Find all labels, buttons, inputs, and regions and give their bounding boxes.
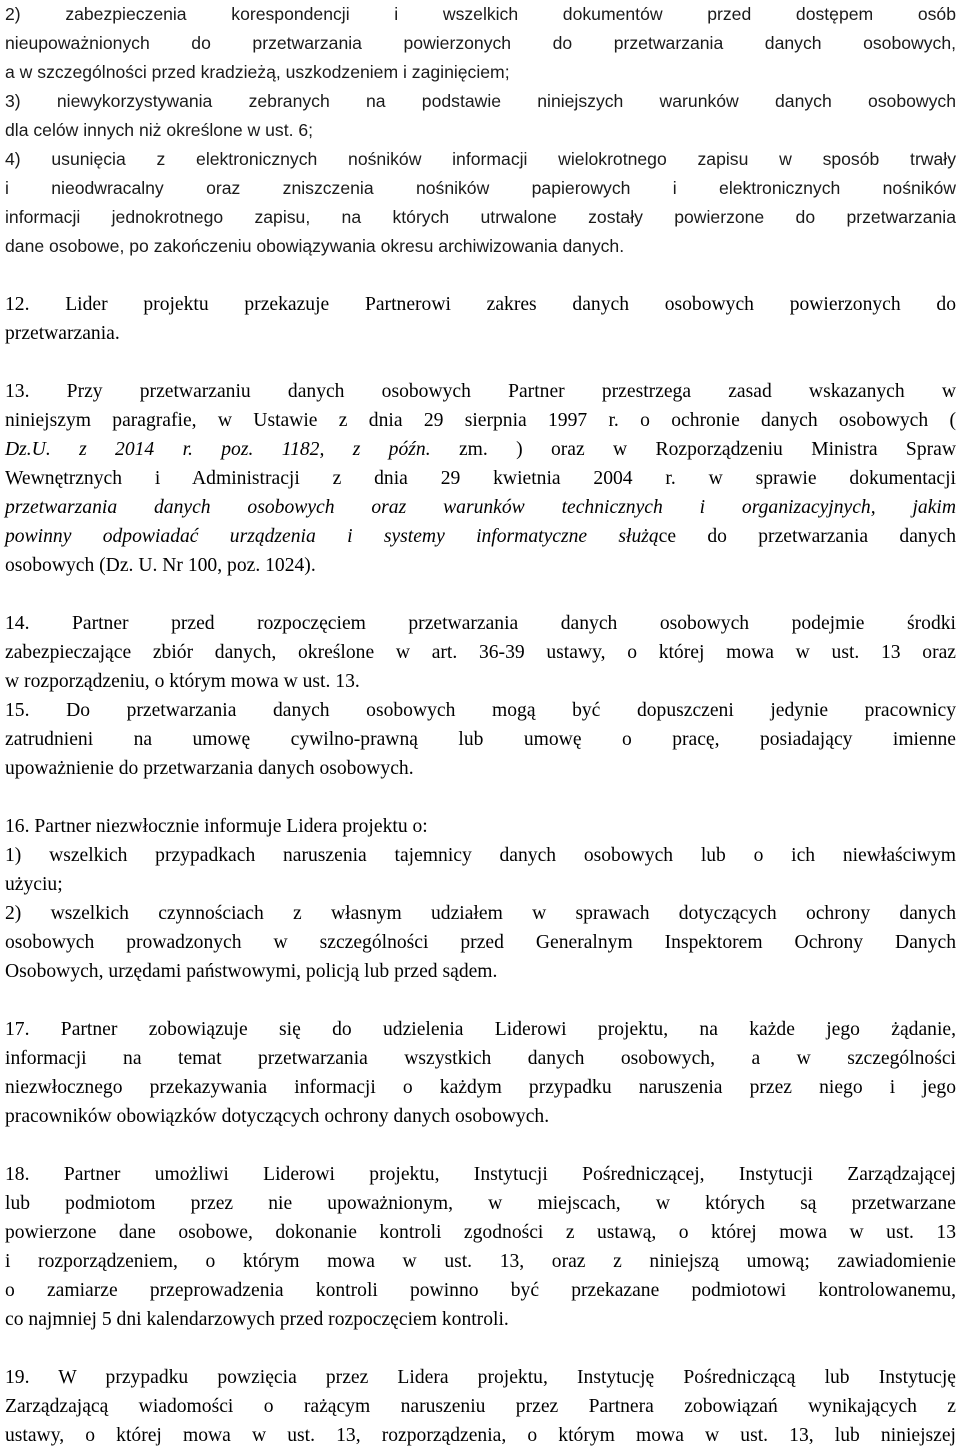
text-line: osobowych (Dz. U. Nr 100, poz. 1024). xyxy=(5,555,316,576)
text-line: informacji jednokrotnego zapisu, na których utrwalone zostały powierzone do przetwarzania xyxy=(5,207,956,227)
text-line xyxy=(5,435,956,464)
text-line: pracowników obowiązków dotyczących ochrony danych osobowych. xyxy=(5,1106,550,1127)
text-fragment: ce do przetwarzania danych xyxy=(658,526,957,547)
text-line: Wewnętrznych i Administracji z dnia 29 kwietnia 2004 r. w sprawie dokumentacji xyxy=(5,468,956,489)
text-line: a w szczególności przed kradzieżą, uszkodzeniem i zaginięciem; xyxy=(5,62,510,82)
text-line xyxy=(5,522,956,551)
paragraph-16 xyxy=(5,812,956,986)
paragraph-14 xyxy=(5,609,956,696)
text-line: Zarządzającą wiadomości o rażącym naruszeniu przez Partnera zobowiązań wynikających z xyxy=(5,1396,956,1417)
text-line: 12. Lider projektu przekazuje Partnerowi zakres danych osobowych powierzonych do xyxy=(5,294,956,315)
text-line: w rozporządzeniu, o którym mowa w ust. 13. xyxy=(5,671,360,692)
text-line: 4) usunięcia z elektronicznych nośników informacji wielokrotnego zapisu w sposób trwały xyxy=(5,149,956,169)
paragraph-12 xyxy=(5,290,956,348)
text-line: o zamiarze przeprowadzenia kontroli powinno być przekazane podmiotowi kontrolowanemu, xyxy=(5,1280,956,1301)
title-italic: powinny odpowiadać urządzenia i systemy informatyczne służą xyxy=(5,526,659,547)
paragraph-15 xyxy=(5,696,956,783)
text-line: osobowych prowadzonych w szczególności przed Generalnym Inspektorem Ochrony Danych xyxy=(5,932,956,953)
text-line: Osobowych, urzędami państwowymi, policją lub przed sądem. xyxy=(5,961,498,982)
text-line: 1) wszelkich przypadkach naruszenia tajemnicy danych osobowych lub o ich niewłaściwym xyxy=(5,845,956,866)
paragraph-13 xyxy=(5,377,956,580)
text-line: niezwłocznego przekazywania informacji o każdym przypadku naruszenia przez niego i jego xyxy=(5,1077,956,1098)
text-line: 19. W przypadku powzięcia przez Lidera projektu, Instytucję Pośredniczącą lub Instytucję xyxy=(5,1367,956,1388)
text-line: 3) niewykorzystywania zebranych na podstawie niniejszych warunków danych osobowych xyxy=(5,91,956,111)
text-line: przetwarzania. xyxy=(5,323,120,344)
text-line: i nieodwracalny oraz zniszczenia nośników papierowych i elektronicznych nośników xyxy=(5,178,956,198)
text-line: zatrudnieni na umowę cywilno-prawną lub umowę o pracę, posiadający imienne xyxy=(5,729,956,750)
text-line: użyciu; xyxy=(5,874,63,895)
text-line: zabezpieczające zbiór danych, określone w art. 36-39 ustawy, o której mowa w ust. 13 oraz xyxy=(5,642,956,663)
text-line: ustawy, o której mowa w ust. 13, rozporządzenia, o którym mowa w ust. 13, lub niniejszej xyxy=(5,1425,956,1446)
title-italic: przetwarzania danych osobowych oraz warunków technicznych i organizacyjnych, jakim xyxy=(5,497,956,518)
text-line: 14. Partner przed rozpoczęciem przetwarzania danych osobowych podejmie środki xyxy=(5,613,956,634)
document-page xyxy=(5,0,956,1450)
text-line: 15. Do przetwarzania danych osobowych mogą być dopuszczeni jedynie pracownicy xyxy=(5,700,956,721)
text-line: 17. Partner zobowiązuje się do udzielenia Liderowi projektu, na każde jego żądanie, xyxy=(5,1019,956,1040)
paragraph-19 xyxy=(5,1363,956,1450)
text-line xyxy=(5,493,956,522)
paragraph-18 xyxy=(5,1160,956,1334)
text-line: upoważnienie do przetwarzania danych osobowych. xyxy=(5,758,414,779)
paragraph-17 xyxy=(5,1015,956,1131)
text-line: nieupoważnionych do przetwarzania powierzonych do przetwarzania danych osobowych, xyxy=(5,33,956,53)
text-line: lub podmiotom przez nie upoważnionym, w miejscach, w których są przetwarzane xyxy=(5,1193,956,1214)
text-line: dla celów innych niż określone w ust. 6; xyxy=(5,120,314,140)
text-line: 2) wszelkich czynnościach z własnym udziałem w sprawach dotyczących ochrony danych xyxy=(5,903,956,924)
list-section-top xyxy=(5,0,956,261)
text-line: i rozporządzeniem, o którym mowa w ust. 13, oraz z niniejszą umową; zawiadomienie xyxy=(5,1251,956,1272)
text-line: 2) zabezpieczenia korespondencji i wszelkich dokumentów przed dostępem osób xyxy=(5,4,956,24)
text-line: 13. Przy przetwarzaniu danych osobowych Partner przestrzega zasad wskazanych w xyxy=(5,381,956,402)
text-line: dane osobowe, po zakończeniu obowiązywania okresu archiwizowania danych. xyxy=(5,236,625,256)
text-line: informacji na temat przetwarzania wszystkich danych osobowych, a w szczególności xyxy=(5,1048,956,1069)
text-fragment: zm. ) oraz w Rozporządzeniu Ministra Spraw xyxy=(430,439,956,460)
text-line: 16. Partner niezwłocznie informuje Lidera projektu o: xyxy=(5,816,428,837)
text-line: niniejszym paragrafie, w Ustawie z dnia 29 sierpnia 1997 r. o ochronie danych osobowych ( xyxy=(5,410,956,431)
citation-italic: Dz.U. z 2014 r. poz. 1182, z późn. xyxy=(5,439,431,460)
text-line: 18. Partner umożliwi Liderowi projektu, Instytucji Pośredniczącej, Instytucji Zarządzającej xyxy=(5,1164,956,1185)
text-line: powierzone dane osobowe, dokonanie kontroli zgodności z ustawą, o której mowa w ust. 13 xyxy=(5,1222,956,1243)
text-line: co najmniej 5 dni kalendarzowych przed rozpoczęciem kontroli. xyxy=(5,1309,509,1330)
